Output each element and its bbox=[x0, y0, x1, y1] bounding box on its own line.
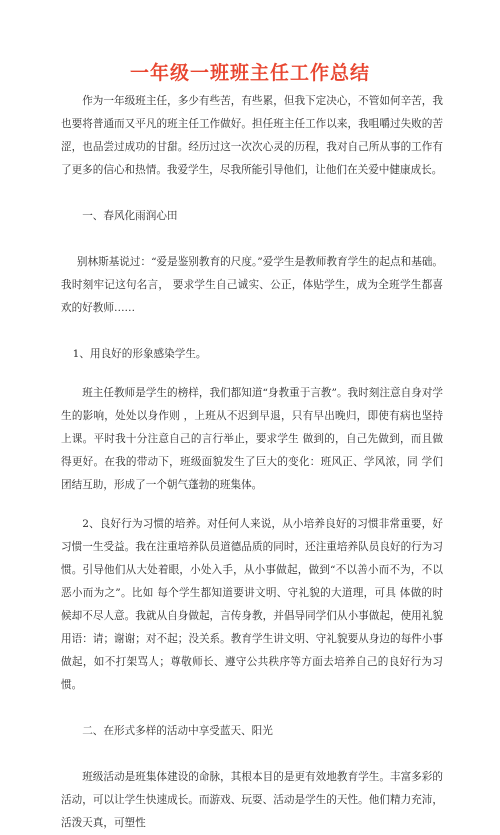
intro-paragraph: 作为一年级班主任，多少有些苦，有些累，但我下定决心，不管如何辛苦，我也要将普通而又平凡的班主任工作做好。担任班主任工作以来，我咀嚼过失败的苦涩，也品尝过成功的甘甜。经历过这一次次心灵的历程，我对自己所从事的工作有了更多的信心和热情。我爱学生，尽我所能引导他们，让他们在关爱中健康成长。 bbox=[61, 95, 443, 176]
section-heading-2: 二、在形式多样的活动中享受蓝天、阳光 bbox=[82, 725, 273, 737]
section-heading-1: 一、春风化雨润心田 bbox=[82, 210, 178, 222]
document-title: 一年级一班班主任工作总结 bbox=[129, 62, 370, 84]
activity-paragraph: 班级活动是班集体建设的命脉，其根本目的是更有效地教育学生。丰富多彩的活动，可以让学生快速成长。而游戏、玩耍、活动是学生的天性。他们精力充沛，活泼天真，可塑性 bbox=[61, 771, 443, 829]
subsection-heading-1: 1、用良好的形象感染学生。 bbox=[72, 348, 207, 360]
quote-paragraph: 别林斯基说过：“爱是鉴别教育的尺度。”爱学生是教师教育学生的起点和基础。我时刻牢记这句名言， 要求学生自己诚实、公正，体贴学生，成为全班学生都喜欢的好教师…… bbox=[61, 256, 443, 314]
document-body bbox=[61, 90, 443, 835]
role-model-paragraph: 班主任教师是学生的榜样，我们都知道“身教重于言教”。我时刻注意自身对学生的影响，处处以身作则 ，上班从不迟到早退，只有早出晚归，即使有病也坚持上课。平时我十分注意自己的言行举止，要求学生 做到的，自己先做到，而且做得更好。在我的带动下，班级面貌发生了巨大的变化：班风正、学风浓，同 学们团结互助，形成了一个朝气蓬勃的班集体。 bbox=[61, 387, 443, 491]
habit-paragraph: 2、良好行为习惯的培养。对任何人来说，从小培养良好的习惯非常重要，好习惯一生受益。我在注重培养队员道德品质的同时，还注重培养队员良好的行为习惯。引导他们从大处着眼，小处入手，从小事做起，做到“不以善小而不为，不以恶小而为之”。比如 每个学生都知道要讲文明、守礼貌的大道理，可具 体做的时候却不尽人意。我就从自身做起，言传身教，并倡导同学们从小事做起，使用礼貌用语：请；谢谢；对不起；没关系。教育学生讲文明、守礼貌要从身边的每件小事做起，如不打架骂人；尊敬师长、遵守公共秩序等方面去培养自己的良好行为习惯。 bbox=[61, 518, 443, 691]
